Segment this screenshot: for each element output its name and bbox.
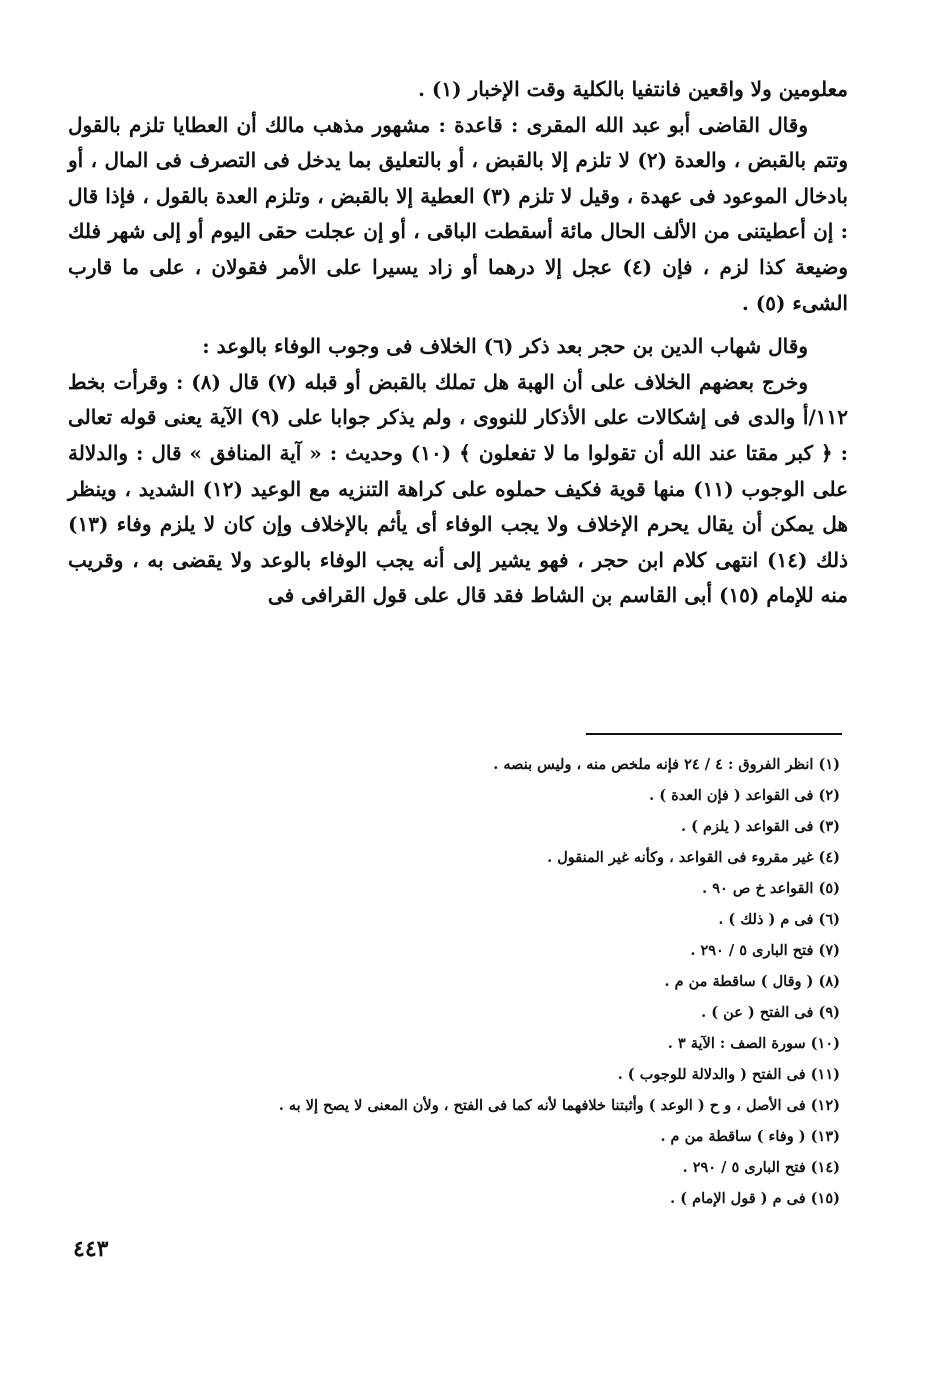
footnote: (١١) فى الفتح ( والدلالة للوجوب ) . — [617, 1066, 840, 1083]
footnote: (٣) فى القواعد ( يلزم ) . — [681, 818, 840, 835]
footnote: (١٥) فى م ( قول الإمام ) . — [670, 1190, 840, 1207]
paragraph-ibn-hajar-intro: وقال شهاب الدين بن حجر بعد ذكر (٦) الخلاف فى وجوب الوفاء بالوعد : — [202, 334, 808, 359]
main-text — [68, 72, 848, 614]
footnote: (١٣) ( وفاء ) ساقطة من م . — [660, 1128, 840, 1145]
footnote: (١٤) فتح البارى ٥ / ٢٩٠ . — [682, 1159, 840, 1176]
footnote: (٧) فتح البارى ٥ / ٢٩٠ . — [690, 942, 840, 959]
footnote: (٥) القواعد خ ص ٩٠ . — [702, 880, 840, 897]
paragraph-ibn-hajar-quote: وخرج بعضهم الخلاف على أن الهبة هل تملك بالقبض أو قبله (٧) قال (٨) : وقرأت بخط ١١٢/أ والدى فى إشكالات على الأذكار للنووى ، ولم يذكر جوابا على (٩) الآية يعنى قوله تعالى : ﴿ كبر مقتا عند الله أن تقولوا ما لا تفعلون ﴾ (١٠) وحديث : « آية المنافق » قال : والدلالة على الوجوب (١١) منها قوية فكيف حملوه على كراهة التنزيه مع الوعيد (١٢) الشديد ، وينظر هل يمكن أن يقال يحرم الإخلاف ولا يجب الوفاء أى يأثم بالإخلاف وإن كان لا يلزم وفاء (١٣) ذلك (١٤) انتهى كلام ابن حجر ، فهو يشير إلى أنه يجب الوفاء بالوعد ولا يقضى به ، وقريب منه للإمام (١٥) أبى القاسم بن الشاط فقد قال على قول القرافى فى — [68, 369, 849, 608]
footnote: (٦) فى م ( ذلك ) . — [718, 911, 840, 928]
footnotes — [150, 749, 840, 1214]
footnote: (١) انظر الفروق : ٤ / ٢٤ فإنه ملخص منه ، وليس بنصه . — [493, 756, 840, 773]
footnote-separator — [586, 733, 842, 735]
footnote: (٩) فى الفتح ( عن ) . — [701, 1004, 840, 1021]
footnote: (١٢) فى الأصل ، و ح ( الوعد ) وأثبتنا خلافهما لأنه كما فى الفتح ، ولأن المعنى لا يصح إلا به . — [278, 1097, 840, 1114]
footnote: (٢) فى القواعد ( فإن العدة ) . — [649, 787, 840, 804]
footnote: (٨) ( وقال ) ساقطة من م . — [664, 973, 840, 990]
paragraph-continuation: معلومين ولا واقعين فانتفيا بالكلية وقت الإخبار (١) . — [417, 77, 848, 101]
footnote: (١٠) سورة الصف : الآية ٣ . — [667, 1035, 840, 1052]
page-number: ٤٤٣ — [73, 1236, 109, 1262]
footnote: (٤) غير مقروء فى القواعد ، وكأنه غير المنقول . — [547, 849, 840, 866]
paragraph-maqqari-rule: وقال القاضى أبو عبد الله المقرى : قاعدة : مشهور مذهب مالك أن العطايا تلزم بالقول وتتم بالقبض ، والعدة (٢) لا تلزم إلا بالقبض ، أو بالتعليق بما يدخل فى التصرف فى المال ، أو بادخال الموعود فى عهدة ، وقيل لا تلزم (٣) العطية إلا بالقبض ، وتلزم العدة بالقول ، فإذا قال : إن أعطيتنى من الألف الحال مائة أسقطت الباقى ، أو إن عجلت حقى اليوم أو إلى شهر فلك وضيعة كذا لزم ، فإن (٤) عجل إلا درهما أو زاد يسيرا على الأمر فقولان ، على ما قارب الشىء (٥) . — [68, 112, 848, 315]
